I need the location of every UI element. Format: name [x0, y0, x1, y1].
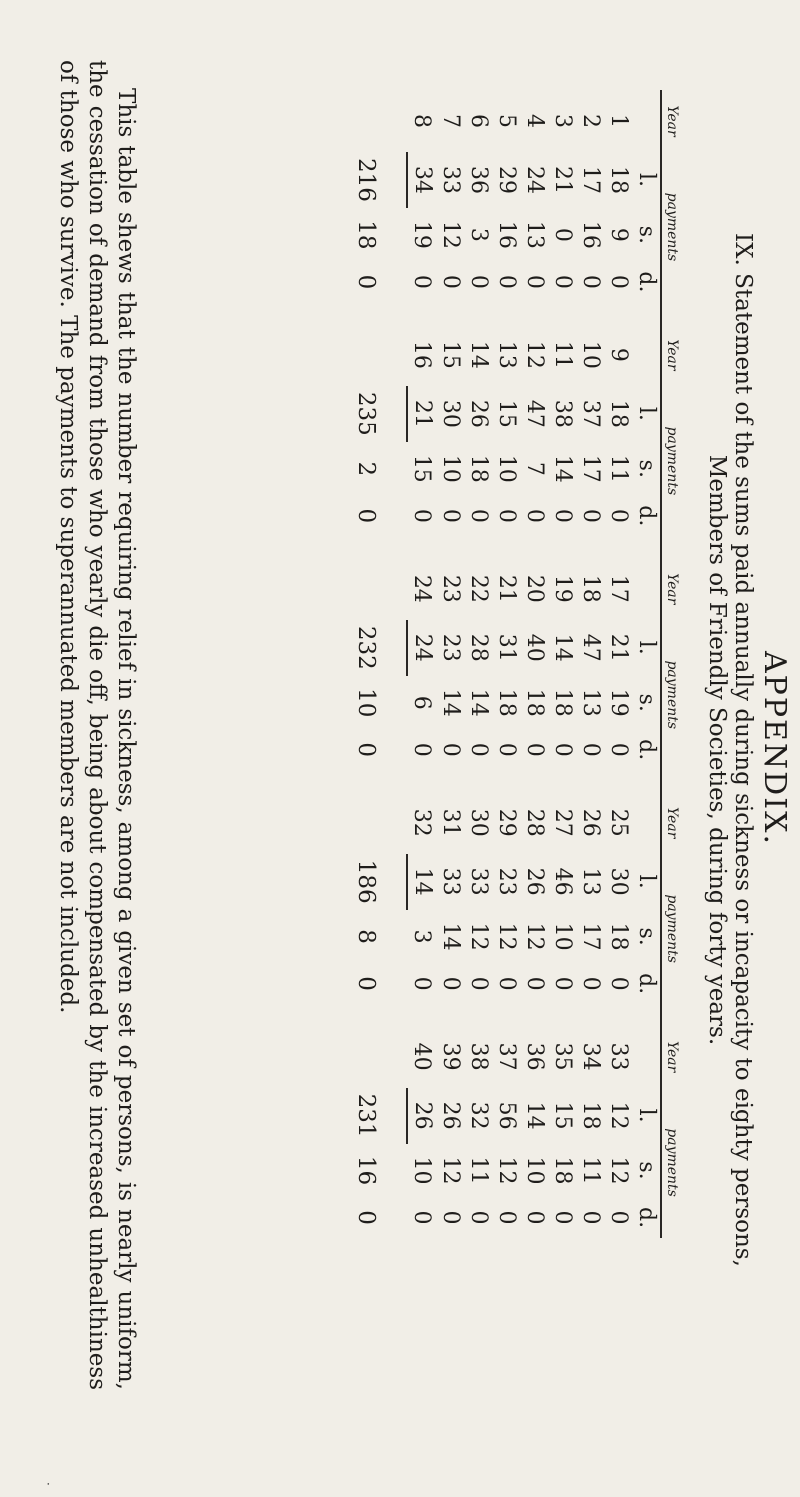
- year-cell: 29: [494, 808, 519, 837]
- year-header: Year: [661, 792, 680, 854]
- column-gap: [407, 302, 436, 324]
- pounds-cell: 37: [578, 399, 603, 428]
- pence-cell: 0: [494, 742, 519, 757]
- total-pence: 0: [353, 274, 380, 290]
- table-row: [604, 90, 632, 1238]
- pence-cell: 0: [438, 1210, 463, 1225]
- pounds-cell: 24: [410, 633, 435, 662]
- column-gap: [520, 536, 548, 558]
- shillings-cell: 14: [550, 454, 575, 483]
- shillings-cell: 12: [438, 220, 463, 249]
- year-cell: 1: [606, 114, 631, 128]
- pounds-cell: 36: [466, 165, 491, 194]
- pence-cell: 0: [522, 1210, 547, 1225]
- shillings-cell: 15: [409, 454, 435, 483]
- year-header: Year: [661, 558, 680, 620]
- payments-header: [661, 620, 680, 770]
- shillings-cell: 14: [466, 688, 491, 717]
- unit-pence: d.: [634, 271, 659, 293]
- shillings-cell: 18: [522, 688, 547, 717]
- table-body: [352, 90, 661, 1238]
- pounds-cell: 17: [578, 165, 603, 194]
- shillings-cell: 11: [466, 1156, 491, 1185]
- column-gap: [464, 536, 492, 558]
- pounds-cell: 14: [550, 633, 575, 662]
- table-row: [436, 90, 464, 1238]
- year-cell: 15: [438, 340, 463, 369]
- year-cell: 33: [606, 1042, 631, 1071]
- unit-pence: d.: [634, 739, 659, 761]
- year-cell: 16: [409, 340, 435, 369]
- shillings-cell: 19: [606, 688, 631, 717]
- page-mark: ·: [41, 1482, 55, 1486]
- unit-pence: d.: [634, 1206, 659, 1229]
- column-gap: [632, 302, 661, 324]
- year-cell: 25: [606, 808, 631, 837]
- pounds-cell: 40: [522, 633, 547, 662]
- shillings-cell: 11: [578, 1156, 603, 1185]
- shillings-cell: 17: [578, 922, 603, 951]
- year-unit-cell: [632, 792, 661, 854]
- table-row: [520, 90, 548, 1238]
- unit-pence: d.: [634, 973, 659, 995]
- column-gap: [548, 536, 576, 558]
- shillings-cell: 10: [409, 1156, 435, 1185]
- year-cell: 38: [466, 1042, 491, 1071]
- shillings-cell: 11: [606, 454, 631, 483]
- column-gap: [436, 1004, 464, 1026]
- pence-cell: 0: [578, 274, 603, 289]
- total-shillings: 2: [353, 461, 380, 477]
- pence-cell: 0: [522, 976, 547, 991]
- unit-shillings: s.: [634, 693, 659, 712]
- year-cell: 28: [522, 808, 547, 837]
- pounds-cell: 23: [494, 867, 519, 896]
- year-unit-cell: [632, 90, 661, 152]
- year-cell: 20: [522, 574, 547, 603]
- year-cell: 9: [606, 347, 631, 362]
- year-cell: 26: [578, 808, 603, 837]
- shillings-cell: 10: [438, 454, 463, 483]
- column-gap: [464, 1004, 492, 1026]
- total-spacer: [352, 1026, 407, 1088]
- table-caption: [704, 110, 756, 1390]
- column-gap: [661, 302, 680, 324]
- pence-cell: 0: [522, 742, 547, 757]
- unit-pounds: l.: [634, 406, 659, 421]
- pounds-cell: 14: [522, 1101, 547, 1130]
- total-shillings: 18: [353, 220, 380, 250]
- shillings-cell: 13: [522, 220, 547, 249]
- shillings-cell: 3: [466, 227, 491, 242]
- table-header-row: [661, 90, 680, 1238]
- pounds-cell: 46: [550, 867, 575, 896]
- pence-cell: 0: [494, 976, 519, 991]
- total-pence: 0: [353, 508, 380, 524]
- column-gap: [492, 770, 520, 792]
- pounds-cell: 23: [438, 633, 463, 662]
- pounds-cell: 15: [550, 1101, 575, 1130]
- shillings-cell: 10: [550, 922, 575, 951]
- year-cell: 36: [522, 1042, 547, 1071]
- column-gap: [576, 1004, 604, 1026]
- column-gap: [464, 302, 492, 324]
- pounds-cell: 26: [410, 1101, 435, 1130]
- unit-shillings: s.: [634, 459, 659, 478]
- pounds-cell: 12: [606, 1101, 631, 1130]
- year-cell: 35: [550, 1042, 575, 1071]
- payments-label: payments: [664, 192, 680, 262]
- year-cell: 3: [550, 114, 575, 128]
- table-row: [464, 90, 492, 1238]
- column-gap: [548, 1004, 576, 1026]
- column-gap: [492, 536, 520, 558]
- year-cell: 18: [578, 574, 603, 603]
- unit-pounds: l.: [634, 1108, 659, 1123]
- year-cell: 40: [409, 1042, 435, 1071]
- shillings-cell: 12: [438, 1156, 463, 1185]
- year-cell: 13: [494, 340, 519, 369]
- pounds-cell: 15: [494, 399, 519, 428]
- year-cell: 22: [466, 574, 491, 603]
- payments-label: payments: [664, 894, 680, 963]
- total-pence: 0: [353, 976, 380, 991]
- total-spacer: [352, 792, 407, 854]
- year-cell: 7: [438, 114, 463, 128]
- pounds-cell: 32: [466, 1101, 491, 1130]
- pence-cell: 0: [550, 508, 575, 523]
- pounds-cell: 18: [606, 165, 631, 194]
- year-header: Year: [661, 90, 680, 152]
- year-unit-cell: [632, 1026, 661, 1088]
- pounds-cell: 30: [606, 867, 631, 896]
- shillings-cell: 9: [606, 227, 631, 242]
- page-heading: APPENDIX.: [757, 651, 792, 846]
- shillings-cell: 6: [409, 695, 435, 710]
- pence-cell: 0: [409, 742, 435, 757]
- units-row: [632, 90, 661, 1238]
- shillings-cell: 14: [438, 922, 463, 951]
- column-gap: [352, 770, 407, 792]
- year-cell: 8: [409, 114, 435, 128]
- pence-cell: 0: [466, 274, 491, 289]
- shillings-cell: 12: [522, 922, 547, 951]
- shillings-cell: 12: [494, 922, 519, 951]
- column-gap: [464, 770, 492, 792]
- shillings-cell: 12: [606, 1156, 631, 1185]
- pence-cell: 0: [606, 274, 631, 289]
- unit-shillings: s.: [634, 1161, 659, 1180]
- pounds-cell: 34: [410, 165, 435, 194]
- year-cell: 30: [466, 808, 491, 837]
- pounds-cell: 33: [466, 867, 491, 896]
- column-gap: [604, 770, 632, 792]
- year-cell: 32: [409, 808, 435, 837]
- column-gap: [352, 1004, 407, 1026]
- column-gap: [436, 302, 464, 324]
- column-gap: [632, 1004, 661, 1026]
- shillings-cell: 18: [606, 922, 631, 951]
- shillings-cell: 18: [466, 454, 491, 483]
- year-cell: 17: [606, 574, 631, 603]
- table-row: [548, 90, 576, 1238]
- pence-cell: 0: [550, 976, 575, 991]
- pounds-cell: 26: [522, 867, 547, 896]
- column-gap: [520, 302, 548, 324]
- shillings-cell: 18: [550, 688, 575, 717]
- shillings-cell: 14: [438, 688, 463, 717]
- total-pence: 0: [353, 1210, 380, 1225]
- pounds-cell: 21: [550, 165, 575, 194]
- column-gap: [576, 536, 604, 558]
- pence-cell: 0: [522, 508, 547, 523]
- total-spacer: [352, 324, 407, 386]
- pounds-cell: 14: [410, 867, 435, 896]
- total-pounds: 186: [352, 854, 407, 910]
- column-gap: [661, 770, 680, 792]
- shillings-cell: 16: [494, 220, 519, 249]
- total-pounds: 216: [352, 152, 407, 208]
- column-gap: [604, 1004, 632, 1026]
- shillings-cell: 17: [578, 454, 603, 483]
- shillings-cell: 3: [409, 929, 435, 944]
- year-cell: 6: [466, 114, 491, 128]
- pence-cell: 0: [466, 742, 491, 757]
- column-gap: [604, 302, 632, 324]
- pence-cell: 0: [606, 976, 631, 991]
- column-gap: [352, 536, 407, 558]
- pence-cell: 0: [606, 742, 631, 757]
- year-cell: 39: [438, 1042, 463, 1071]
- year-cell: 21: [494, 574, 519, 603]
- year-cell: 10: [578, 340, 603, 369]
- shillings-cell: 10: [494, 454, 519, 483]
- payments-header: [661, 1088, 680, 1238]
- pounds-cell: 26: [438, 1101, 463, 1130]
- year-cell: 27: [550, 808, 575, 837]
- column-gap: [548, 770, 576, 792]
- caption-line-2: Members of Friendly Societies, during forty years.: [704, 454, 730, 1046]
- year-header: Year: [661, 1026, 680, 1088]
- total-spacer: [352, 558, 407, 620]
- column-gap: [548, 302, 576, 324]
- pence-cell: 0: [606, 1210, 631, 1225]
- pence-cell: 0: [578, 508, 603, 523]
- year-cell: 23: [438, 574, 463, 603]
- pence-cell: 0: [550, 274, 575, 289]
- year-cell: 19: [550, 574, 575, 603]
- column-gap: [576, 302, 604, 324]
- year-cell: 24: [409, 574, 435, 603]
- pounds-cell: 26: [466, 399, 491, 428]
- year-unit-cell: [632, 324, 661, 386]
- column-gap: [352, 302, 407, 324]
- pence-cell: 0: [466, 976, 491, 991]
- pence-cell: 0: [494, 508, 519, 523]
- pence-cell: 0: [606, 508, 631, 523]
- payments-label: payments: [664, 426, 680, 496]
- pounds-cell: 21: [410, 399, 435, 428]
- column-gap: [661, 536, 680, 558]
- pence-cell: 0: [578, 1210, 603, 1225]
- pounds-cell: 56: [494, 1101, 519, 1130]
- total-shillings: 8: [353, 929, 380, 944]
- shillings-cell: 18: [494, 688, 519, 717]
- total-spacer: [352, 90, 407, 152]
- pence-cell: 0: [438, 742, 463, 757]
- payments-label: payments: [664, 660, 680, 730]
- pounds-cell: 47: [522, 399, 547, 428]
- year-cell: 37: [494, 1042, 519, 1071]
- table-row: [576, 90, 604, 1238]
- payments-table: [352, 90, 680, 1238]
- unit-pounds: l.: [634, 640, 659, 655]
- payments-label: payments: [664, 1128, 680, 1197]
- pence-cell: 0: [466, 508, 491, 523]
- pounds-cell: 33: [438, 867, 463, 896]
- pence-cell: 0: [409, 1210, 435, 1225]
- column-gap: [492, 1004, 520, 1026]
- pence-cell: 0: [409, 274, 435, 289]
- pence-cell: 0: [438, 508, 463, 523]
- column-gap: [407, 1004, 436, 1026]
- total-shillings: 16: [353, 1155, 380, 1186]
- column-gap: [661, 1004, 680, 1026]
- unit-shillings: s.: [634, 225, 659, 245]
- shillings-cell: 16: [578, 220, 603, 249]
- column-gap: [492, 302, 520, 324]
- pence-cell: 0: [438, 274, 463, 289]
- year-header: Year: [661, 324, 680, 386]
- unit-pounds: l.: [634, 874, 659, 889]
- total-pounds: 232: [352, 620, 407, 676]
- total-shillings: 10: [353, 688, 380, 718]
- column-gap: [632, 770, 661, 792]
- column-gap: [407, 770, 436, 792]
- shillings-cell: 0: [550, 227, 575, 242]
- column-gap: [436, 770, 464, 792]
- pounds-cell: 31: [494, 633, 519, 662]
- year-cell: 12: [522, 340, 547, 369]
- pounds-cell: 38: [550, 399, 575, 428]
- year-cell: 11: [550, 340, 575, 369]
- unit-pence: d.: [634, 505, 659, 527]
- year-cell: 2: [578, 114, 603, 128]
- totals-row: [352, 90, 407, 1238]
- column-gap: [407, 536, 436, 558]
- year-cell: 34: [578, 1042, 603, 1071]
- shillings-cell: 18: [550, 1156, 575, 1185]
- column-gap: [604, 536, 632, 558]
- shillings-cell: 12: [494, 1156, 519, 1185]
- column-gap: [520, 1004, 548, 1026]
- pounds-cell: 33: [438, 165, 463, 194]
- table-note: This table shews that the number requiring relief in sickness, among a given set of persons, is nearly uniform, the cessation of demand from those who yearly die off, being about compensated by the increased unhealthiness of those who survive. The payments to superannuated members are not included.: [55, 60, 139, 1390]
- shillings-cell: 7: [522, 461, 547, 476]
- pence-cell: 0: [494, 1210, 519, 1225]
- pounds-cell: 18: [606, 399, 631, 428]
- pounds-cell: 13: [578, 867, 603, 896]
- column-gap: [436, 536, 464, 558]
- pounds-cell: 18: [578, 1101, 603, 1130]
- pence-cell: 0: [409, 508, 435, 523]
- pence-cell: 0: [578, 742, 603, 757]
- payments-header: [661, 854, 680, 1004]
- pence-cell: 0: [494, 274, 519, 289]
- column-gap: [520, 770, 548, 792]
- pence-cell: 0: [550, 1210, 575, 1225]
- table-row: [407, 90, 436, 1238]
- pounds-cell: 30: [438, 399, 463, 428]
- pounds-cell: 47: [578, 633, 603, 662]
- pence-cell: 0: [438, 976, 463, 991]
- caption-line-1: IX. Statement of the sums paid annually during sickness or incapacity to eighty persons,: [730, 233, 756, 1267]
- year-cell: 4: [522, 114, 547, 128]
- shillings-cell: 12: [466, 922, 491, 951]
- pence-cell: 0: [522, 274, 547, 289]
- unit-shillings: s.: [634, 927, 659, 946]
- unit-pounds: l.: [634, 172, 659, 187]
- shillings-cell: 10: [522, 1156, 547, 1185]
- pounds-cell: 29: [494, 165, 519, 194]
- column-gap: [632, 536, 661, 558]
- year-unit-cell: [632, 558, 661, 620]
- pence-cell: 0: [550, 742, 575, 757]
- total-pence: 0: [353, 742, 380, 758]
- payments-header: [661, 152, 680, 302]
- pounds-cell: 28: [466, 633, 491, 662]
- pounds-cell: 24: [522, 165, 547, 194]
- year-cell: 14: [466, 340, 491, 369]
- column-gap: [576, 770, 604, 792]
- table-row: [492, 90, 520, 1238]
- pence-cell: 0: [466, 1210, 491, 1225]
- pence-cell: 0: [409, 976, 435, 991]
- year-cell: 5: [494, 114, 519, 128]
- total-pounds: 235: [352, 386, 407, 442]
- pounds-cell: 21: [606, 633, 631, 662]
- payments-header: [661, 386, 680, 536]
- year-cell: 31: [438, 808, 463, 837]
- total-pounds: 231: [352, 1088, 407, 1144]
- shillings-cell: 13: [578, 688, 603, 717]
- pence-cell: 0: [578, 976, 603, 991]
- shillings-cell: 19: [409, 220, 435, 249]
